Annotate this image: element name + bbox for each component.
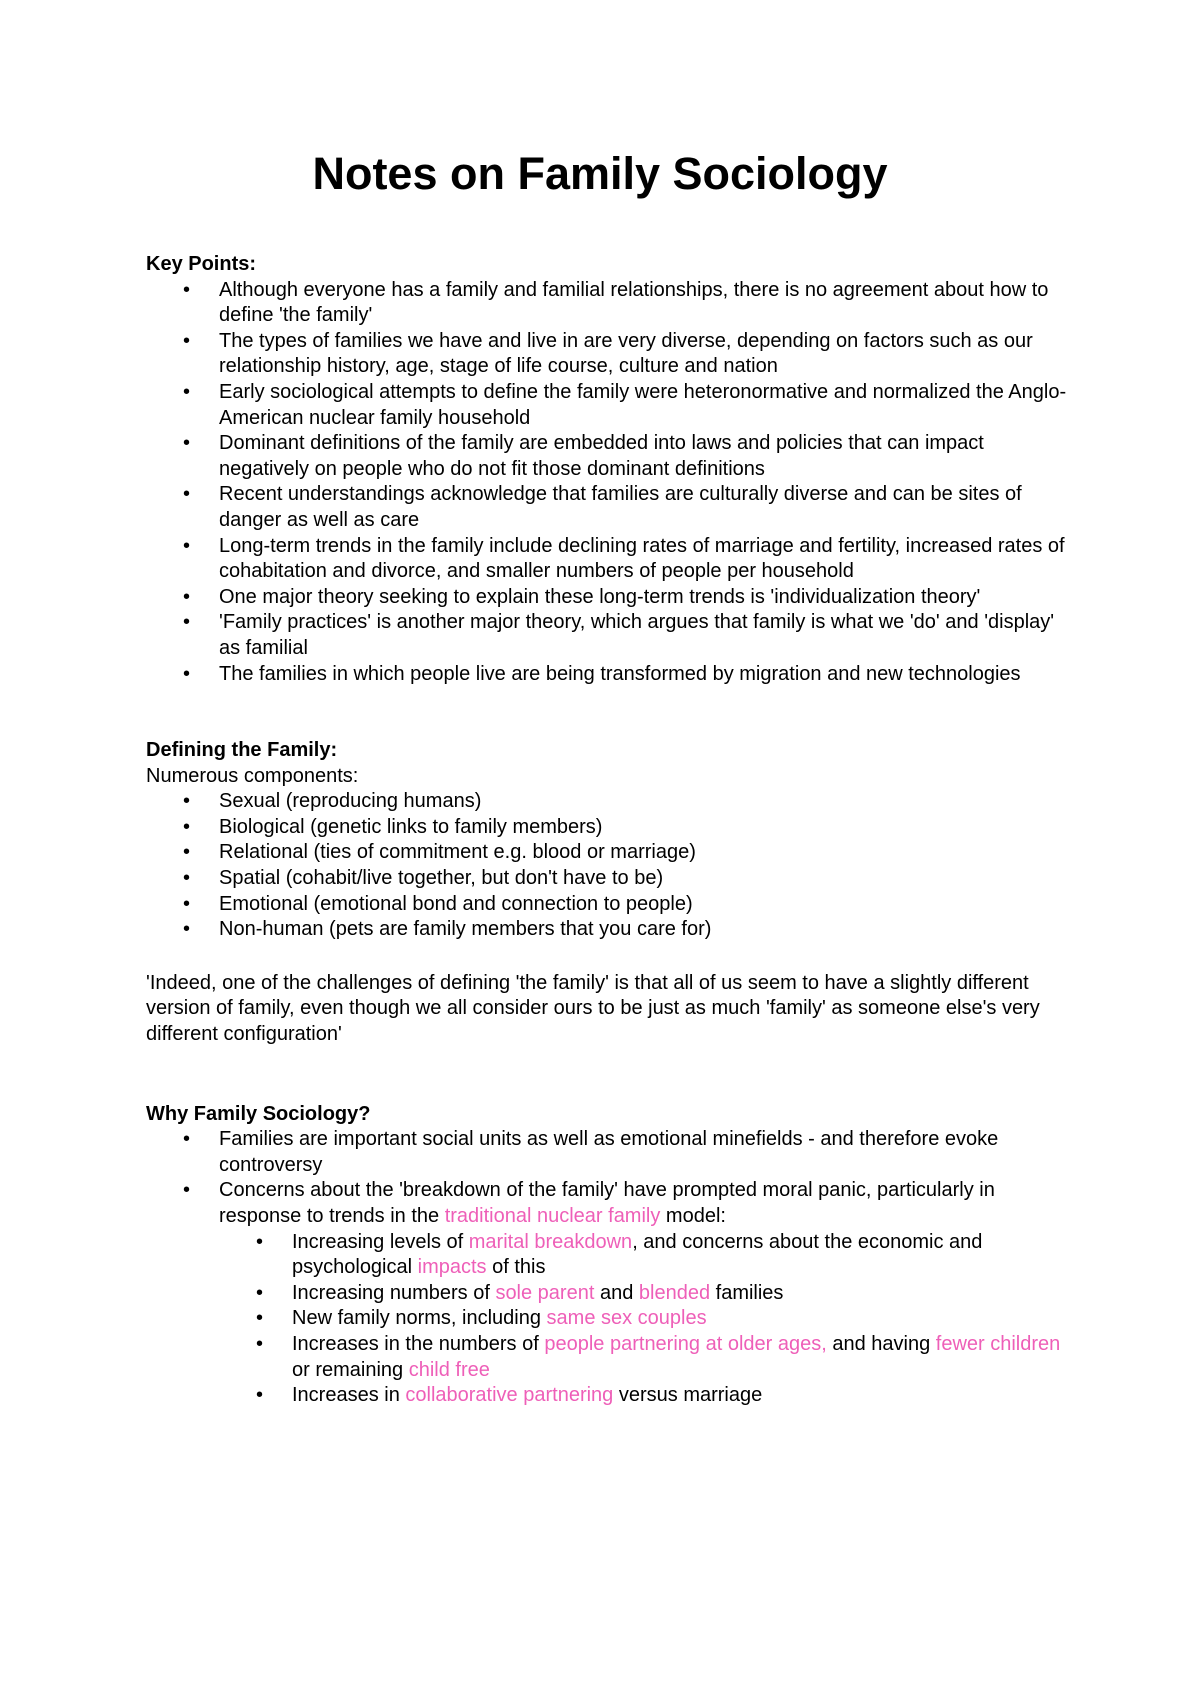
- text-run: Increases in: [292, 1384, 406, 1407]
- text-run: families: [710, 1281, 784, 1304]
- list-item: • One major theory seeking to explain these long-term trends is 'individualization theory': [146, 585, 1076, 611]
- highlight-text: child free: [408, 1358, 490, 1381]
- text-run: model:: [660, 1205, 726, 1227]
- why-sub-list: [219, 1230, 1076, 1409]
- spacer: [146, 943, 1076, 971]
- highlight-text: impacts: [417, 1256, 487, 1279]
- list-item: • Emotional (emotional bond and connection to people): [146, 892, 1076, 918]
- list-item: • Non-human (pets are family members that you care for): [146, 917, 1076, 943]
- sub-list-item: [219, 1383, 1076, 1409]
- highlight-text: fewer children: [935, 1332, 1061, 1355]
- list-item: [146, 1178, 1076, 1229]
- key-points-list: [146, 278, 1076, 688]
- list-item: • Relational (ties of commitment e.g. blood or marriage): [146, 840, 1076, 866]
- spacer: [146, 1048, 1076, 1102]
- list-item: • Although everyone has a family and familial relationships, there is no agreement about how to define 'the family': [146, 278, 1076, 329]
- text-run: New family norms, including: [292, 1307, 547, 1330]
- list-item: • The types of families we have and live in are very diverse, depending on factors such as our relationship history, age, stage of life course, culture and nation: [146, 329, 1076, 380]
- highlight-text: sole parent: [495, 1281, 595, 1304]
- sub-list-item: [219, 1230, 1076, 1281]
- defining-quote: 'Indeed, one of the challenges of defining 'the family' is that all of us seem to have a slightly different version of family, even though we all consider ours to be just as much 'family' as someone else's very different configuration': [146, 971, 1040, 1046]
- list-item: • Sexual (reproducing humans): [146, 789, 1076, 815]
- list-item: • Long-term trends in the family include declining rates of marriage and fertility, increased rates of cohabitation and divorce, and smaller numbers of people per household: [146, 534, 1076, 585]
- list-item: • Biological (genetic links to family members): [146, 815, 1076, 841]
- text-run: and: [594, 1281, 639, 1304]
- highlight-text: traditional nuclear family: [444, 1205, 661, 1227]
- defining-heading: Defining the Family:: [146, 739, 338, 762]
- why-heading: Why Family Sociology?: [146, 1102, 371, 1125]
- text-run: Increases in the numbers of: [292, 1332, 545, 1355]
- spacer: [146, 687, 1076, 738]
- page-title: Notes on Family Sociology: [312, 148, 888, 199]
- why-list: [146, 1127, 1076, 1229]
- list-item: • 'Family practices' is another major theory, which argues that family is what we 'do' and 'display' as familial: [146, 610, 1076, 661]
- text-run: of this: [486, 1256, 546, 1279]
- list-item: • Recent understandings acknowledge that families are culturally diverse and can be sites of danger as well as care: [146, 482, 1076, 533]
- text-run: Increasing levels of: [292, 1230, 469, 1253]
- list-item: • Spatial (cohabit/live together, but don't have to be): [146, 866, 1076, 892]
- highlight-text: collaborative partnering: [405, 1384, 614, 1407]
- list-item: • Early sociological attempts to define the family were heteronormative and normalized the Anglo-American nuclear family household: [146, 380, 1076, 431]
- list-item: • The families in which people live are being transformed by migration and new technologies: [146, 662, 1076, 688]
- text-run: , and concerns about the economic and psychological: [292, 1230, 983, 1279]
- text-run: Concerns about the 'breakdown of the family' have prompted moral panic, particularly in response to trends in the: [219, 1179, 995, 1227]
- defining-intro: Numerous components:: [146, 764, 359, 787]
- key-points-heading: Key Points:: [146, 253, 257, 275]
- text-run: or remaining: [292, 1358, 409, 1381]
- highlight-text: people partnering at older ages,: [544, 1332, 827, 1355]
- highlight-text: marital breakdown: [468, 1230, 633, 1253]
- sub-list-item: [219, 1332, 1076, 1383]
- highlight-text: same sex couples: [546, 1307, 707, 1330]
- list-item: • Families are important social units as well as emotional minefields - and therefore evoke controversy: [146, 1127, 1076, 1178]
- sub-list-item: [219, 1306, 1076, 1332]
- document-body: [146, 252, 1076, 1409]
- highlight-text: blended: [638, 1281, 711, 1304]
- components-list: [146, 789, 1076, 943]
- text-run: Increasing numbers of: [292, 1281, 496, 1304]
- text-run: and having: [826, 1332, 936, 1355]
- sub-list-item: [219, 1281, 1076, 1307]
- list-item: • Dominant definitions of the family are embedded into laws and policies that can impact negatively on people who do not fit those dominant definitions: [146, 431, 1076, 482]
- text-run: versus marriage: [613, 1384, 763, 1407]
